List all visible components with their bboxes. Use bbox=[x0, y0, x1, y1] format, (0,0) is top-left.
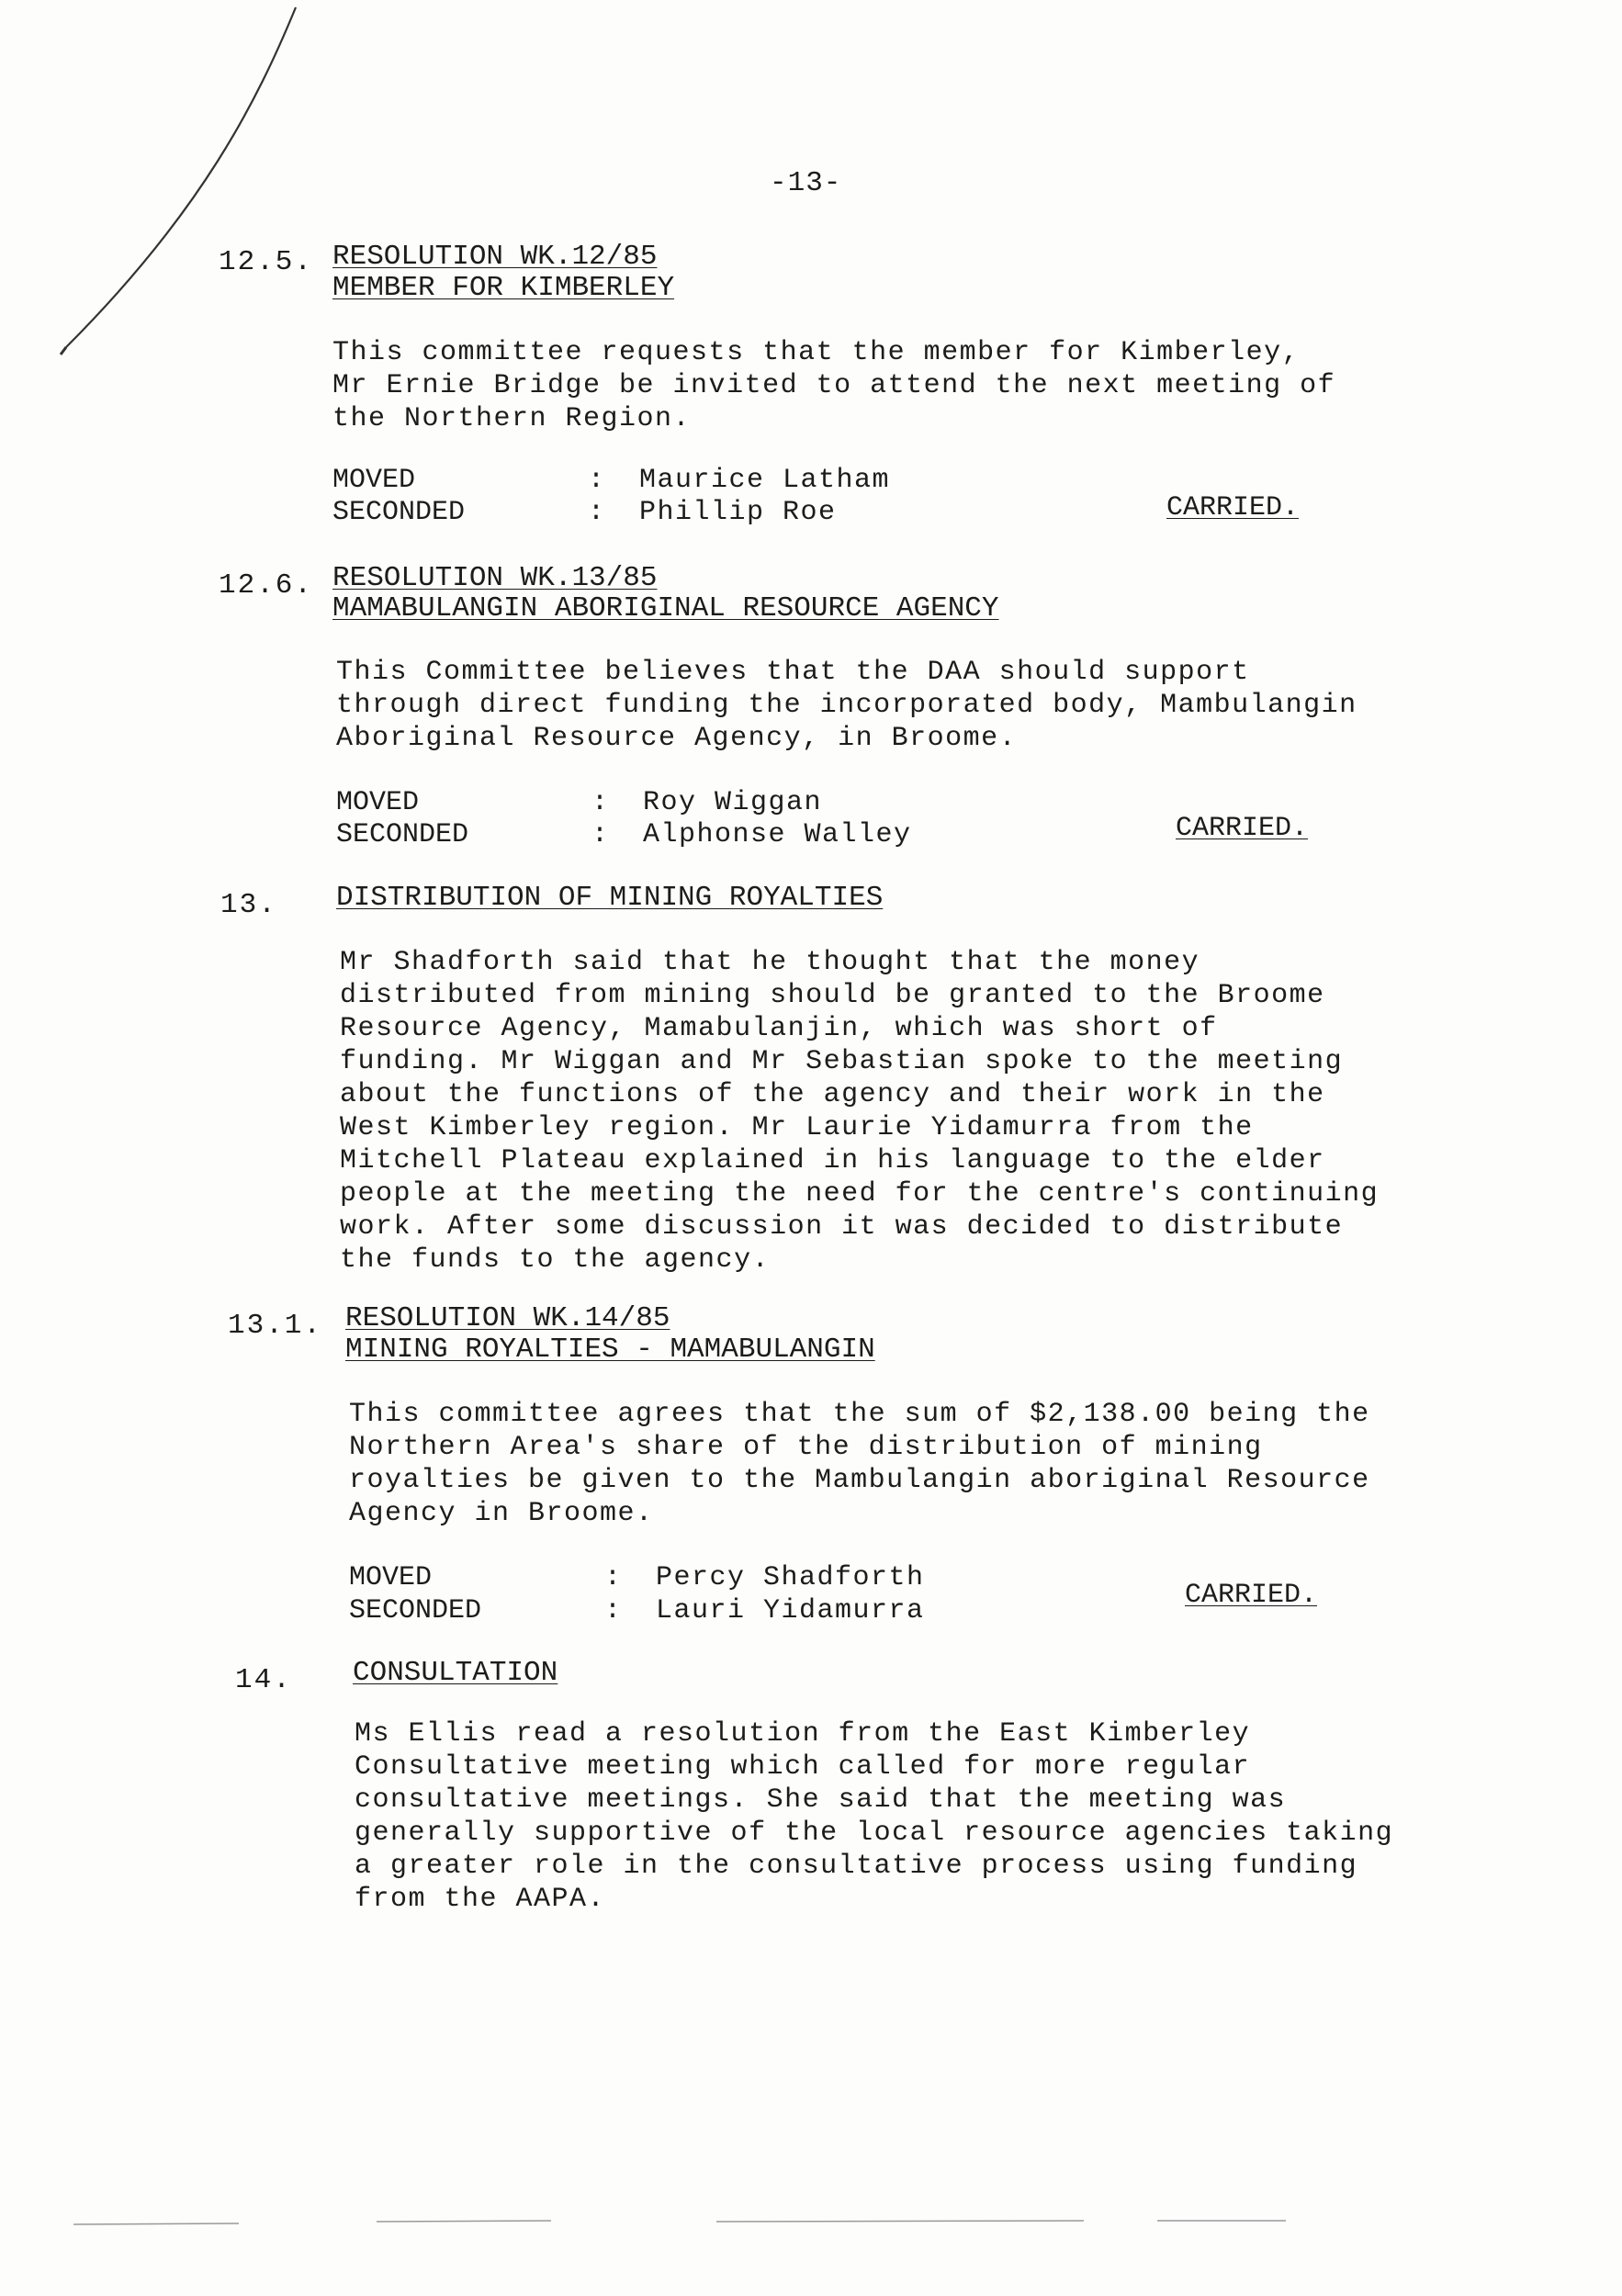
resolution-subheading: MINING ROYALTIES - MAMABULANGIN bbox=[345, 1334, 875, 1366]
text-line: Northern Area's share of the distribution of mining bbox=[349, 1432, 1263, 1463]
section-number: 13.1. bbox=[228, 1310, 323, 1342]
resolution-subheading: MAMABULANGIN ABORIGINAL RESOURCE AGENCY bbox=[332, 592, 999, 625]
text-line: West Kimberley region. Mr Laurie Yidamurra from the bbox=[340, 1112, 1254, 1143]
separator: : bbox=[588, 465, 605, 496]
text-line: This committee agrees that the sum of $2,138.00 being the bbox=[349, 1399, 1370, 1430]
text-line: This Committee believes that the DAA should support bbox=[336, 657, 1250, 688]
resolution-text bbox=[336, 656, 1466, 755]
text-line: This committee requests that the member for Kimberley, bbox=[332, 337, 1301, 368]
resolution-heading: RESOLUTION WK.14/85 bbox=[345, 1302, 670, 1334]
text-line: distributed from mining should be granted to the Broome bbox=[340, 980, 1325, 1011]
outcome-carried: CARRIED. bbox=[1185, 1580, 1318, 1611]
text-line: Agency in Broome. bbox=[349, 1498, 654, 1529]
text-line: people at the meeting the need for the centre's continuing bbox=[340, 1178, 1380, 1210]
separator: : bbox=[604, 1562, 622, 1593]
pen-mark-stroke bbox=[55, 0, 312, 367]
moved-label: MOVED bbox=[332, 465, 416, 496]
seconded-by: Phillip Roe bbox=[639, 497, 837, 528]
text-line: generally supportive of the local resource agencies taking bbox=[355, 1818, 1394, 1849]
outcome-carried: CARRIED. bbox=[1176, 813, 1309, 844]
section-text bbox=[340, 946, 1470, 1277]
page-number: -13- bbox=[770, 167, 842, 199]
moved-label: MOVED bbox=[349, 1562, 433, 1593]
text-line: Consultative meeting which called for more regular bbox=[355, 1751, 1251, 1783]
outcome-carried: CARRIED. bbox=[1166, 492, 1300, 523]
bottom-scan-line bbox=[73, 2213, 1451, 2232]
resolution-heading: RESOLUTION WK.12/85 bbox=[332, 241, 658, 273]
seconded-by: Lauri Yidamurra bbox=[656, 1595, 925, 1626]
seconded-label: SECONDED bbox=[332, 497, 466, 528]
moved-label: MOVED bbox=[336, 787, 420, 818]
resolution-subheading: MEMBER FOR KIMBERLEY bbox=[332, 272, 675, 304]
moved-by: Percy Shadforth bbox=[656, 1562, 925, 1593]
text-line: through direct funding the incorporated body, Mambulangin bbox=[336, 690, 1357, 721]
section-heading: CONSULTATION bbox=[353, 1657, 558, 1689]
text-line: Ms Ellis read a resolution from the East Kimberley bbox=[355, 1718, 1251, 1750]
text-line: Resource Agency, Mamabulanjin, which was short of bbox=[340, 1013, 1218, 1044]
text-line: a greater role in the consultative process using funding bbox=[355, 1851, 1358, 1882]
resolution-text bbox=[349, 1398, 1479, 1530]
section-number: 14. bbox=[235, 1664, 292, 1696]
section-number: 12.6. bbox=[219, 569, 314, 602]
seconded-label: SECONDED bbox=[349, 1595, 482, 1626]
resolution-text bbox=[332, 336, 1462, 435]
text-line: royalties be given to the Mambulangin aboriginal Resource bbox=[349, 1465, 1370, 1496]
text-line: consultative meetings. She said that the meeting was bbox=[355, 1784, 1287, 1816]
text-line: from the AAPA. bbox=[355, 1884, 606, 1915]
text-line: Mitchell Plateau explained in his language to the elder bbox=[340, 1145, 1325, 1176]
text-line: Mr Shadforth said that he thought that the money bbox=[340, 947, 1200, 978]
text-line: Mr Ernie Bridge be invited to attend the next meeting of bbox=[332, 370, 1336, 401]
seconded-by: Alphonse Walley bbox=[643, 819, 912, 850]
text-line: Aboriginal Resource Agency, in Broome. bbox=[336, 723, 1018, 754]
text-line: work. After some discussion it was decided to distribute bbox=[340, 1211, 1344, 1243]
resolution-heading: RESOLUTION WK.13/85 bbox=[332, 562, 658, 594]
section-number: 13. bbox=[220, 889, 277, 921]
section-heading: DISTRIBUTION OF MINING ROYALTIES bbox=[336, 882, 884, 914]
section-text bbox=[355, 1717, 1484, 1916]
text-line: the funds to the agency. bbox=[340, 1244, 771, 1276]
seconded-label: SECONDED bbox=[336, 819, 469, 850]
separator: : bbox=[591, 787, 609, 818]
separator: : bbox=[591, 819, 609, 850]
text-line: about the functions of the agency and their work in the bbox=[340, 1079, 1325, 1110]
moved-by: Roy Wiggan bbox=[643, 787, 823, 818]
moved-by: Maurice Latham bbox=[639, 465, 891, 496]
section-number: 12.5. bbox=[219, 246, 314, 278]
text-line: funding. Mr Wiggan and Mr Sebastian spoke to the meeting bbox=[340, 1046, 1344, 1077]
text-line: the Northern Region. bbox=[332, 403, 692, 434]
separator: : bbox=[604, 1595, 622, 1626]
separator: : bbox=[588, 497, 605, 528]
